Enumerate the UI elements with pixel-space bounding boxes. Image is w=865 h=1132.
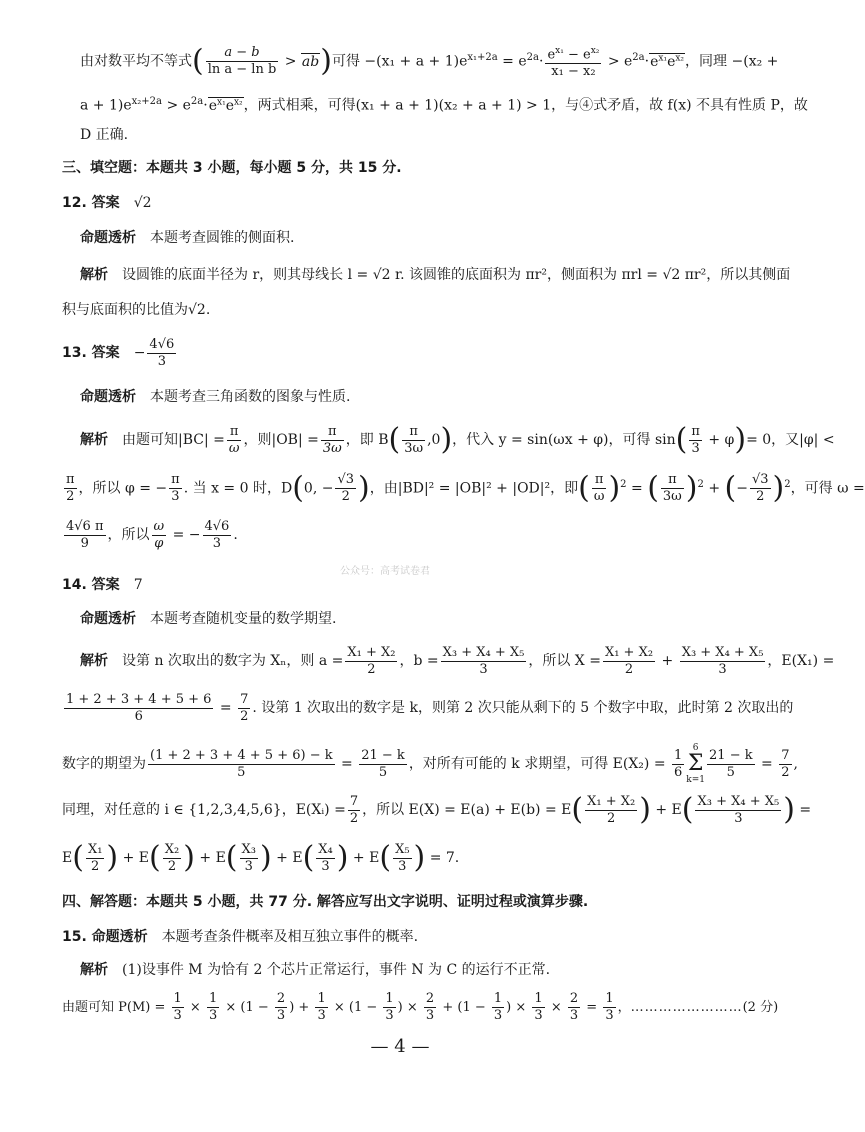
question-14-analysis: 命题透析 本题考查随机变量的数学期望.: [80, 611, 337, 627]
question-13-analysis: 命题透析 本题考查三角函数的图象与性质.: [80, 389, 351, 405]
text-line: 由题可知 P(M) = $\frac{1}{3}$ × $\frac{1}{3}$ × (1 − $\frac{2}{3}$ ) + $\frac{1}{3}$ × (1 − $\frac{1}{3}$ ) × $\frac{2}{3}$ + (1 − $\frac{1}{3}$ ) × $\frac{1}{3}$ × $\frac{2}{3}$ = $\frac{1}{3}$ ，……………………(2 分): [62, 991, 779, 1023]
question-13-answer: 13. 答案 − $\frac{4√6}{3}$: [62, 336, 175, 369]
section-heading: 四、解答题：本题共 5 小题，共 77 分. 解答应写出文字说明、证明过程或演算步骤.: [62, 894, 589, 910]
text-line: D 正确.: [80, 127, 129, 143]
question-13-solution: 解析 由题可知|BC| = $\frac{\pi}{\omega}$ ，则|OB| = $\frac{\pi}{3\omega}$ ，即 B( $\frac{\pi}{3\omega}$ ,0)，代入 y = sin(ωx + φ)，可得 sin( $\frac{\pi}{3}$ + φ)= 0，又|φ| <: [80, 422, 835, 457]
question-12-analysis: 命题透析 本题考查圆锥的侧面积.: [80, 230, 295, 246]
page-number: — 4 —: [370, 1036, 430, 1057]
text-line: E( $\frac{\text{X₁}}{2}$ ) + E( $\frac{\text{X₂}}{2}$ ) + E( $\frac{\text{X₃}}{3}$ ) + E( $\frac{\text{X₄}}{3}$ ) + E( $\frac{\text{X₅}}{3}$ ) = 7.: [62, 840, 460, 875]
text-line: 由对数平均不等式( $\frac{a - b}{\text{ln a − ln b}}$ > ab)可得 $-(x_1 + a + 1)e^{x_1+2a} = e^{2a}\cdot$ $\frac{e^{x_1} - e^{x_2}}{\text{x₁ − x₂}}$ > $e^{2a}\cdot e^{x_1}e^{x_2}$，同理 −(x₂ +: [80, 43, 779, 80]
question-15-analysis: 15. 命题透析 本题考查条件概率及相互独立事件的概率.: [62, 929, 419, 945]
question-14-answer: 14. 答案 7: [62, 577, 143, 593]
question-12-answer: 12. 答案 √2: [62, 195, 152, 211]
sigma-sign: 6 Σ k=1: [686, 743, 706, 785]
text-line: 同理，对任意的 i ∈ {1,2,3,4,5,6}，E(Xᵢ) = $\frac{7}{2}$ ，所以 E(X) = E(a) + E(b) = E( $\frac{\text{X₁ + X₂}}{2}$ ) + E( $\frac{\text{X₃ + X₄ + X₅}}{3}$ ) =: [62, 792, 812, 827]
text-line: $\frac{\pi}{2}$ ，所以 φ = − $\frac{\pi}{3}$ . 当 x = 0 时，D(0, − $\frac{√3}{2}$ )，由|BD|² = |OB|² + |OD|²，即( $\frac{\pi}{\omega}$ )$^2$ = ( $\frac{\pi}{3\omega}$ )$^2$ + (− $\frac{√3}{2}$ )$^2$，可得 ω =: [66, 470, 865, 506]
fraction: $\frac{a - b}{\text{ln a − ln b}}$: [207, 45, 277, 78]
text-line: 数字的期望为 $\frac{(1 + 2 + 3 + 4 + 5 + 6) - k}{5}$ = $\frac{21 - k}{5}$ ，对所有可能的 k 求期望，可得 E(X₂) = $\frac{1}{6}$ 6 Σ k=1 $\frac{21 - k}{5}$ = $\frac{7}{2}$ ,: [62, 743, 798, 785]
text-line: 积与底面积的比值为√2.: [62, 302, 211, 318]
question-14-solution: 解析 设第 n 次取出的数字为 Xₙ，则 a = $\frac{\text{X₁ + X₂}}{2}$ ，b = $\frac{\text{X₃ + X₄ + X₅}}{3}$ ，所以 X = $\frac{\text{X₁ + X₂}}{2}$ + $\frac{\text{X₃ + X₄ + X₅}}{3}$ ，E(X₁) =: [80, 644, 835, 677]
text-line: $a + 1)e^{x_2+2a} > e^{2a}\cdot e^{x_1}e^{x_2}$，两式相乘，可得(x₁ + a + 1)(x₂ + a + 1) > 1，与④式矛盾，故 f(x) 不具有性质 P，故: [80, 96, 808, 114]
question-12-solution: 解析 设圆锥的底面半径为 r，则其母线长 l = √2 r. 该圆锥的底面积为 πr²，侧面积为 πrl = √2 πr²，所以其侧面: [80, 267, 791, 283]
text-line: $\frac{1 + 2 + 3 + 4 + 5 + 6}{6}$ = $\frac{7}{2}$ . 设第 1 次取出的数字是 k，则第 2 次只能从剩下的 5 个数字中取，此时第 2 次取出的: [66, 691, 794, 724]
section-heading: 三、填空题：本题共 3 小题，每小题 5 分，共 15 分.: [62, 160, 402, 176]
text-line: $\frac{4√6 \pi}{9}$ ，所以 $\frac{\omega}{\varphi}$ = − $\frac{4√6}{3}$ .: [66, 518, 238, 551]
question-15-solution: 解析 (1)设事件 M 为恰有 2 个芯片正常运行，事件 N 为 C 的运行不正常.: [80, 962, 551, 978]
watermark: 公众号：高考试卷君: [340, 566, 430, 577]
